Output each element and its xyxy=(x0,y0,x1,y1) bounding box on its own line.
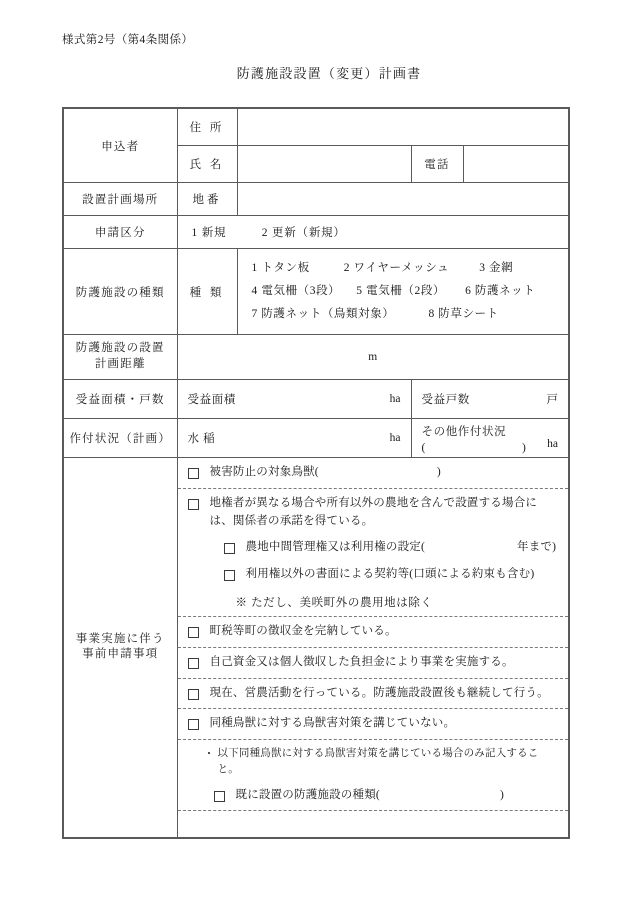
checklist-blank-row[interactable] xyxy=(178,811,569,837)
applicant-section-label: 申込者 xyxy=(63,108,177,183)
checklist-subitem-label: 既に設置の防護施設の種類( ) xyxy=(235,788,504,801)
benefit-area-label: 受益面積 xyxy=(187,394,236,406)
benefit-label: 受益面積・戸数 xyxy=(63,380,177,419)
table-row-application-type xyxy=(63,216,569,249)
cropping-rice-label: 水 稲 xyxy=(187,433,216,445)
cropping-other-cell[interactable] xyxy=(411,419,569,458)
name-label: 氏 名 xyxy=(177,146,237,183)
distance-input[interactable] xyxy=(177,335,569,380)
checklist-item-existing-facility-note[interactable] xyxy=(178,740,569,811)
chiban-label: 地番 xyxy=(177,183,237,216)
checklist-item-label: 現在、営農活動を行っている。防護施設設置後も継続して行う。 xyxy=(209,686,549,699)
facility-kind-option-6[interactable]: 6 防護ネット xyxy=(465,285,536,297)
table-row-facility-kind xyxy=(63,249,569,335)
checklist-item-label: 同種鳥獣に対する鳥獣害対策を講じていない。 xyxy=(209,717,456,730)
table-row-cropping xyxy=(63,419,569,458)
application-type-label: 申請区分 xyxy=(63,216,177,249)
checklist-item-label: 被害防止の対象鳥獣( ) xyxy=(209,466,441,478)
cropping-other-unit: ha xyxy=(547,438,558,450)
benefit-households-unit: 戸 xyxy=(546,394,558,406)
table-row-address xyxy=(63,108,569,146)
table-row-distance xyxy=(63,335,569,380)
checkbox-icon[interactable] xyxy=(188,658,199,669)
checklist-item-self-funding[interactable] xyxy=(178,648,569,679)
application-type-option-1[interactable]: 1 新規 xyxy=(191,227,227,239)
checkbox-icon[interactable] xyxy=(188,627,199,638)
cropping-rice-cell[interactable] xyxy=(177,419,411,458)
checklist-item-label: 地権者が異なる場合や所有以外の農地を含んで設置する場合には、関係者の承諾を得ている。 xyxy=(209,496,538,527)
checklist-item-label: 自己資金又は個人徴収した負担金により事業を実施する。 xyxy=(209,655,514,668)
bullet-icon: ・ xyxy=(203,748,215,761)
checklist-subitem-label: 農地中間管理権又は利用権の設定( 年まで) xyxy=(245,541,557,554)
address-label: 住 所 xyxy=(177,108,237,146)
facility-kind-option-2[interactable]: 2 ワイヤーメッシュ xyxy=(343,262,450,274)
site-label: 設置計画場所 xyxy=(63,183,177,216)
checklist-bullet-label: 以下同種鳥獣に対する鳥獣害対策を講じている場合のみ記入すること。 xyxy=(217,748,539,775)
cropping-label: 作付状況（計画） xyxy=(63,419,177,458)
application-type-options xyxy=(177,216,569,249)
benefit-area-unit: ha xyxy=(389,393,401,405)
cropping-other-label: その他作付状況 ( ) xyxy=(421,426,527,454)
table-row-benefit xyxy=(63,380,569,419)
table-row-prior-application xyxy=(63,458,569,838)
page-title: 防護施設設置（変更）計画書 xyxy=(236,66,422,81)
checkbox-icon[interactable] xyxy=(224,543,235,554)
name-input[interactable] xyxy=(237,146,411,183)
facility-kind-option-4[interactable]: 4 電気柵（3段） xyxy=(251,285,341,297)
phone-label: 電話 xyxy=(411,146,463,183)
table-row-site xyxy=(63,183,569,216)
prior-application-checklist xyxy=(177,458,569,838)
application-form-table xyxy=(62,107,570,839)
facility-kind-sub-label: 種 類 xyxy=(177,249,237,335)
facility-kind-option-5[interactable]: 5 電気柵（2段） xyxy=(356,285,446,297)
facility-kind-option-8[interactable]: 8 防草シート xyxy=(428,308,499,320)
distance-unit: m xyxy=(368,351,378,363)
checklist-item-no-existing-measures[interactable] xyxy=(178,709,569,740)
facility-kind-option-3[interactable]: 3 金網 xyxy=(479,262,514,274)
benefit-area-cell[interactable] xyxy=(177,380,411,419)
benefit-households-label: 受益戸数 xyxy=(421,394,470,406)
checklist-item-target-wildlife[interactable] xyxy=(178,458,569,489)
checklist-subitem-existing-facility-kind[interactable] xyxy=(188,787,559,804)
checklist-item-label: 町税等町の徴収金を完納している。 xyxy=(209,624,397,637)
chiban-input[interactable] xyxy=(237,183,569,216)
checklist-item-landowner-consent[interactable] xyxy=(178,489,569,617)
facility-kind-option-7[interactable]: 7 防護ネット（鳥類対象） xyxy=(251,308,395,320)
checklist-subitem-label: 利用権以外の書面による契約等(口頭による約束も含む) xyxy=(245,567,535,580)
facility-kind-options xyxy=(237,249,569,335)
distance-label xyxy=(63,335,177,380)
form-number: 様式第2号（第4条関係） xyxy=(62,34,194,46)
distance-label-line1: 防護施設の設置 xyxy=(75,342,165,355)
phone-input[interactable] xyxy=(463,146,569,183)
address-input[interactable] xyxy=(237,108,569,146)
checkbox-icon[interactable] xyxy=(214,791,225,802)
facility-kind-label: 防護施設の種類 xyxy=(63,249,177,335)
application-type-option-2[interactable]: 2 更新（新規） xyxy=(261,227,346,239)
prior-application-label-line1: 事業実施に伴う xyxy=(75,632,165,645)
checklist-subitem-written-contract[interactable] xyxy=(188,566,559,583)
checkbox-icon[interactable] xyxy=(188,719,199,730)
prior-application-label xyxy=(63,458,177,838)
benefit-households-cell[interactable] xyxy=(411,380,569,419)
checklist-note-town-exclusion: ※ ただし、美咲町外の農用地は除く xyxy=(235,596,433,609)
cropping-rice-unit: ha xyxy=(389,432,401,444)
facility-kind-option-1[interactable]: 1 トタン板 xyxy=(251,262,310,274)
checkbox-icon[interactable] xyxy=(188,468,199,479)
prior-application-label-line2: 事前申請事項 xyxy=(82,648,159,661)
checkbox-icon[interactable] xyxy=(188,689,199,700)
checklist-subitem-farmland-bank-right[interactable] xyxy=(188,539,559,556)
checklist-item-farming-active[interactable] xyxy=(178,679,569,710)
distance-label-line2: 計画距離 xyxy=(94,358,146,370)
checkbox-icon[interactable] xyxy=(224,570,235,581)
checklist-item-tax-paid[interactable] xyxy=(178,617,569,648)
checkbox-icon[interactable] xyxy=(188,499,199,510)
